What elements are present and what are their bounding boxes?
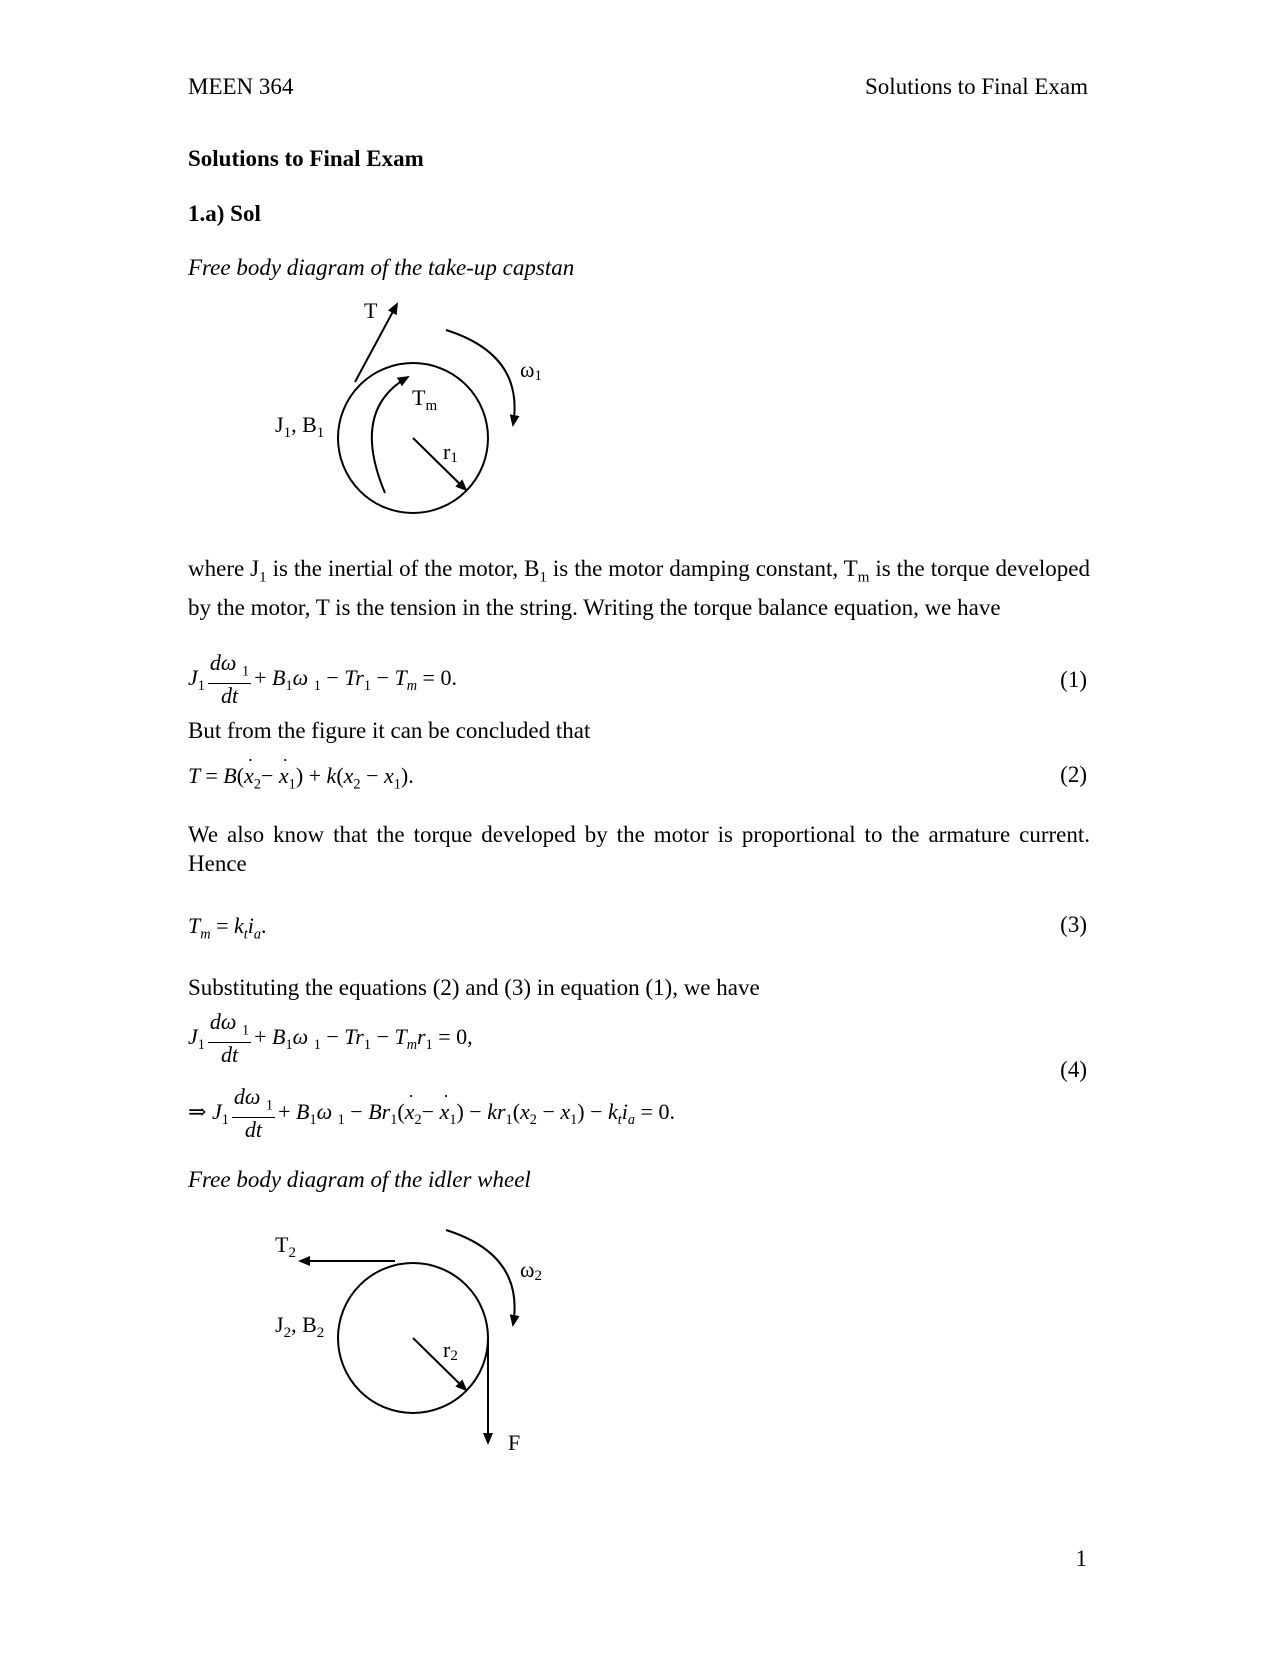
label-J1B1: $J_1$, $B_1$ bbox=[275, 412, 325, 441]
equation-4-number: (4) bbox=[1060, 1057, 1087, 1082]
equation-2-number: (2) bbox=[1060, 762, 1087, 787]
equation-1: $J_1$ $\frac{d\omega _1}{dt}$ + $B_1\omega$ $_1 - Tr_1 - T_m = 0$. bbox=[188, 650, 457, 709]
equation-4a: $J_1$ $\frac{d\omega _1}{dt}$ + $B_1\omega$ $_1 - Tr_1 - T_mr_1 = 0$, bbox=[188, 1009, 473, 1068]
equation-3-number: (3) bbox=[1060, 912, 1087, 937]
section-heading: 1.a) Sol bbox=[188, 201, 261, 226]
label-omega1: ω1 bbox=[520, 357, 542, 384]
fig1-diagram bbox=[275, 298, 542, 513]
header-course: MEEN 364 bbox=[188, 74, 294, 99]
paragraph-2: But from the figure it can be concluded that bbox=[188, 718, 591, 743]
paragraph-3: We also know that the torque developed by the motor is proportional to the armature current. Hence bbox=[188, 822, 1090, 876]
radius1-arrow bbox=[413, 438, 466, 490]
equation-4b: ⇒ $J_1$ $\frac{d\omega _1}{dt}$ + $B_1\omega$ $_1 - Br_1(\cdot x_2- \cdot x_1) - kr_1(x_2 - x_1) - k_ti_a = 0$. bbox=[188, 1085, 675, 1142]
fig2-caption: Free body diagram of the idler wheel bbox=[188, 1167, 531, 1192]
label-r1: r1 bbox=[443, 439, 458, 466]
label-F: F bbox=[508, 1430, 521, 1455]
header-title: Solutions to Final Exam bbox=[865, 74, 1088, 99]
label-r2: r2 bbox=[443, 1337, 458, 1364]
page-number: 1 bbox=[1075, 1546, 1087, 1571]
paragraph-1: where $J_1$ is the inertial of the motor, $B_1$ is the motor damping constant, $T_m$ is the torque developed by the motor, T is the tension in the string. Writing the torque balance equation, we have bbox=[188, 556, 1090, 620]
equation-2: $T = B(\cdot x_2- \cdot x_1) + k(x_2 - x_1)$. bbox=[188, 762, 414, 798]
label-Tm: $T_m$ bbox=[412, 385, 438, 414]
label-T: T bbox=[364, 298, 378, 323]
equation-1-number: (1) bbox=[1060, 667, 1087, 692]
label-J2B2: $J_2$, $B_2$ bbox=[275, 1312, 325, 1341]
fig2-diagram bbox=[275, 1230, 542, 1455]
equation-3: $T_m = k_ti_a$. bbox=[188, 913, 267, 943]
torque-arrow bbox=[372, 377, 408, 493]
fig1-caption: Free body diagram of the take-up capstan bbox=[188, 255, 575, 280]
paragraph-4: Substituting the equations (2) and (3) in equation (1), we have bbox=[188, 975, 760, 1000]
radius2-arrow bbox=[413, 1338, 466, 1390]
label-T2: $T_2$ bbox=[275, 1232, 296, 1261]
page-heading: Solutions to Final Exam bbox=[188, 146, 424, 171]
label-omega2: ω2 bbox=[520, 1257, 542, 1284]
